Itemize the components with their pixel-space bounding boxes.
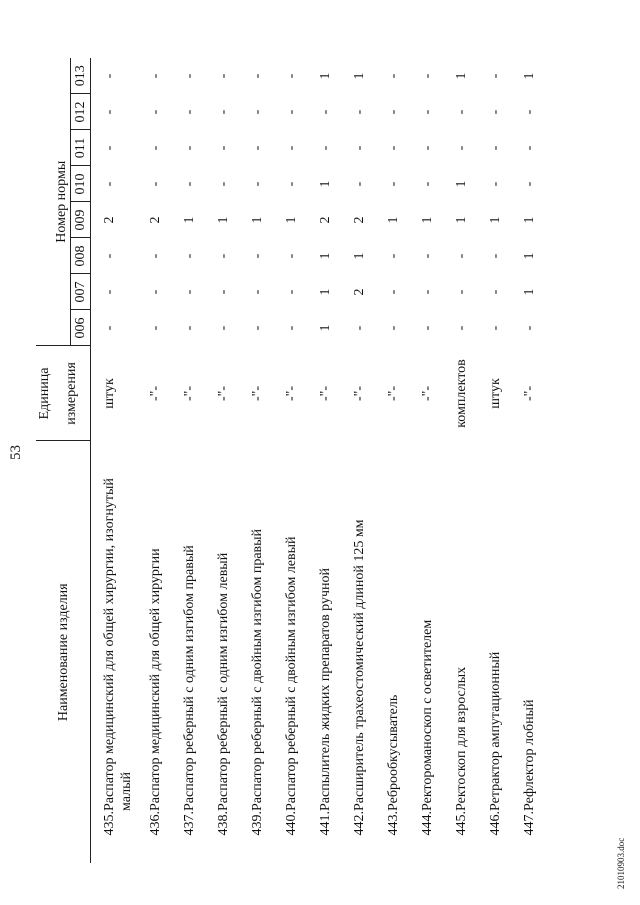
row-number: 447.	[521, 811, 537, 836]
norm-value-008: 1	[521, 252, 537, 260]
norm-value-009: 2	[351, 216, 367, 224]
row-number: 442.	[351, 811, 367, 836]
norm-value-006: -	[215, 325, 231, 331]
norm-value-008: 1	[351, 252, 367, 260]
row-number: 441.	[317, 811, 333, 836]
norm-value-006: -	[249, 325, 265, 331]
norm-value-008: -	[181, 253, 197, 259]
table-row	[409, 58, 443, 863]
norm-value-012: -	[249, 109, 265, 115]
item-unit: комплектов	[453, 359, 469, 428]
norm-value-006: -	[102, 325, 117, 331]
item-unit: -"-	[249, 385, 265, 402]
norm-value-008: -	[487, 253, 503, 259]
norm-value-013: -	[181, 73, 197, 79]
norm-value-012: -	[215, 109, 231, 115]
norm-value-007: -	[147, 289, 163, 295]
norm-value-008: -	[102, 253, 117, 259]
norm-value-011: -	[385, 145, 401, 151]
row-number: 437.	[181, 811, 197, 836]
row-number: 438.	[215, 811, 231, 836]
norm-value-011: -	[181, 145, 197, 151]
norm-value-011: -	[249, 145, 265, 151]
item-unit: -"-	[147, 385, 163, 402]
norm-value-007: -	[385, 289, 401, 295]
item-name: Распатор реберный с двойным изгибом правый	[249, 528, 265, 811]
item-name: Распатор медицинский для общей хирургии, изогнутый малый	[102, 478, 134, 811]
row-number: 440.	[283, 811, 299, 836]
item-unit: -"-	[283, 385, 299, 402]
norm-value-006: -	[487, 325, 503, 331]
norm-value-006: -	[453, 325, 469, 331]
norm-value-010: -	[181, 181, 197, 187]
norm-value-011: -	[487, 145, 503, 151]
footer-code: 21010903.doc	[616, 837, 626, 889]
header-name: Наименование изделия	[36, 441, 91, 863]
norm-value-012: -	[181, 109, 197, 115]
norm-value-008: -	[147, 253, 163, 259]
norm-value-006: -	[385, 325, 401, 331]
item-unit: -"-	[419, 385, 435, 402]
table-row	[375, 58, 409, 863]
norm-value-013: 1	[521, 72, 537, 80]
table-row	[137, 58, 171, 863]
norm-value-010: -	[385, 181, 401, 187]
item-name: Распатор реберный с одним изгибом правый	[181, 545, 197, 811]
table-row	[341, 58, 375, 863]
norm-value-012: -	[317, 109, 333, 115]
norm-value-010: 1	[317, 180, 333, 188]
norm-value-012: -	[351, 109, 367, 115]
norm-value-006: -	[521, 325, 537, 331]
norm-value-010: -	[487, 181, 503, 187]
norm-value-007: 1	[521, 288, 537, 296]
norm-value-010: -	[249, 181, 265, 187]
norm-value-007: -	[215, 289, 231, 295]
norm-value-012: -	[487, 109, 503, 115]
norm-value-010: -	[102, 181, 117, 187]
norm-value-013: -	[147, 73, 163, 79]
item-unit: -"-	[385, 385, 401, 402]
norm-value-011: -	[102, 145, 117, 151]
item-name: Рефлектор лобный	[521, 699, 537, 811]
header-norm-009: 009	[71, 202, 91, 238]
norm-value-010: 1	[453, 180, 469, 188]
item-name: Распатор реберный с одним изгибом левый	[215, 552, 231, 811]
norm-value-007: -	[249, 289, 265, 295]
norm-value-006: -	[419, 325, 435, 331]
norm-value-013: 1	[351, 72, 367, 80]
norm-value-007: -	[102, 289, 117, 295]
norm-value-012: -	[385, 109, 401, 115]
norm-value-009: 2	[102, 216, 117, 224]
item-unit: штук	[102, 378, 117, 409]
table-row	[91, 58, 137, 863]
item-unit: -"-	[181, 385, 197, 402]
row-number: 445.	[453, 811, 469, 836]
table-row	[307, 58, 341, 863]
norm-value-010: -	[283, 181, 299, 187]
norm-value-010: -	[351, 181, 367, 187]
norm-value-006: -	[181, 325, 197, 331]
norm-value-010: -	[215, 181, 231, 187]
norm-value-011: -	[521, 145, 537, 151]
page-number: 53	[8, 445, 24, 460]
norm-value-013: -	[419, 73, 435, 79]
norm-value-009: 1	[487, 216, 503, 224]
norm-value-013: -	[283, 73, 299, 79]
row-number: 435.	[102, 811, 117, 836]
norm-value-008: -	[385, 253, 401, 259]
header-norm-group: Номер нормы	[53, 58, 71, 346]
table-row	[443, 58, 477, 863]
item-name: Расширитель трахеостомический длиной 125 мм	[351, 519, 367, 811]
header-unit-line2: измерения	[53, 346, 91, 441]
norm-value-013: -	[102, 73, 117, 79]
norm-value-008: -	[419, 253, 435, 259]
norm-value-008: 1	[317, 252, 333, 260]
norm-value-012: -	[283, 109, 299, 115]
norm-value-007: 1	[317, 288, 333, 296]
header-norm-011: 011	[71, 130, 91, 166]
header-norm-008: 008	[71, 238, 91, 274]
norm-value-007: -	[453, 289, 469, 295]
norms-table	[36, 58, 545, 863]
row-number: 446.	[487, 811, 503, 836]
norm-value-013: -	[215, 73, 231, 79]
item-name: Ректороманоскоп с осветителем	[419, 619, 435, 811]
norm-value-012: -	[147, 109, 163, 115]
norm-value-007: -	[487, 289, 503, 295]
table-row	[273, 58, 307, 863]
norm-value-011: -	[283, 145, 299, 151]
norm-value-009: 1	[453, 216, 469, 224]
norm-value-006: -	[147, 325, 163, 331]
norm-value-007: -	[283, 289, 299, 295]
item-unit: -"-	[317, 385, 333, 402]
row-number: 436.	[147, 811, 163, 836]
norm-value-009: 1	[215, 216, 231, 224]
header-norm-012: 012	[71, 94, 91, 130]
row-number: 443.	[385, 811, 401, 836]
row-number: 444.	[419, 811, 435, 836]
item-name: Реброобкусыватель	[385, 694, 401, 811]
norm-value-008: -	[215, 253, 231, 259]
item-name: Распатор медицинский для общей хирургии	[147, 548, 163, 811]
table-row	[477, 58, 511, 863]
item-unit: -"-	[215, 385, 231, 402]
norm-value-012: -	[102, 109, 117, 115]
norm-value-010: -	[419, 181, 435, 187]
norm-value-013: 1	[317, 72, 333, 80]
norm-value-012: -	[521, 109, 537, 115]
header-unit-line1: Единица	[36, 346, 53, 441]
norm-value-009: 2	[317, 216, 333, 224]
norm-value-008: -	[283, 253, 299, 259]
item-name: Ретрактор ампутационный	[487, 651, 503, 811]
header-norm-010: 010	[71, 166, 91, 202]
norm-value-007: -	[181, 289, 197, 295]
item-name: Ректоскоп для взрослых	[453, 666, 469, 811]
norm-value-007: -	[419, 289, 435, 295]
norm-value-006: 1	[317, 324, 333, 332]
norm-value-006: -	[351, 325, 367, 331]
table-row	[511, 58, 545, 863]
norm-value-009: 1	[521, 216, 537, 224]
norm-value-010: -	[147, 181, 163, 187]
item-name: Распатор реберный с двойным изгибом левый	[283, 536, 299, 811]
norm-value-009: 1	[385, 216, 401, 224]
norm-value-011: -	[351, 145, 367, 151]
norm-value-012: -	[419, 109, 435, 115]
norm-value-008: -	[453, 253, 469, 259]
norm-value-007: 2	[351, 288, 367, 296]
item-unit: -"-	[351, 385, 367, 402]
norm-value-009: 2	[147, 216, 163, 224]
table-row	[205, 58, 239, 863]
item-unit: штук	[487, 378, 503, 409]
header-norm-006: 006	[71, 310, 91, 346]
header-norm-013: 013	[71, 58, 91, 94]
table-row	[171, 58, 205, 863]
norm-value-011: -	[215, 145, 231, 151]
item-name: Распылитель жидких препаратов ручной	[317, 567, 333, 811]
norm-value-009: 1	[283, 216, 299, 224]
header-norm-007: 007	[71, 274, 91, 310]
norm-value-012: -	[453, 109, 469, 115]
norm-value-013: 1	[453, 72, 469, 80]
norm-value-009: 1	[249, 216, 265, 224]
table-row	[239, 58, 273, 863]
norm-value-006: -	[283, 325, 299, 331]
norm-value-009: 1	[419, 216, 435, 224]
norm-value-011: -	[147, 145, 163, 151]
norm-value-011: -	[317, 145, 333, 151]
row-number: 439.	[249, 811, 265, 836]
norm-value-013: -	[385, 73, 401, 79]
norm-value-013: -	[249, 73, 265, 79]
norm-value-011: -	[419, 145, 435, 151]
norm-value-008: -	[249, 253, 265, 259]
norm-value-009: 1	[181, 216, 197, 224]
item-unit: -"-	[521, 385, 537, 402]
norm-value-010: -	[521, 181, 537, 187]
norm-value-011: -	[453, 145, 469, 151]
norm-value-013: -	[487, 73, 503, 79]
